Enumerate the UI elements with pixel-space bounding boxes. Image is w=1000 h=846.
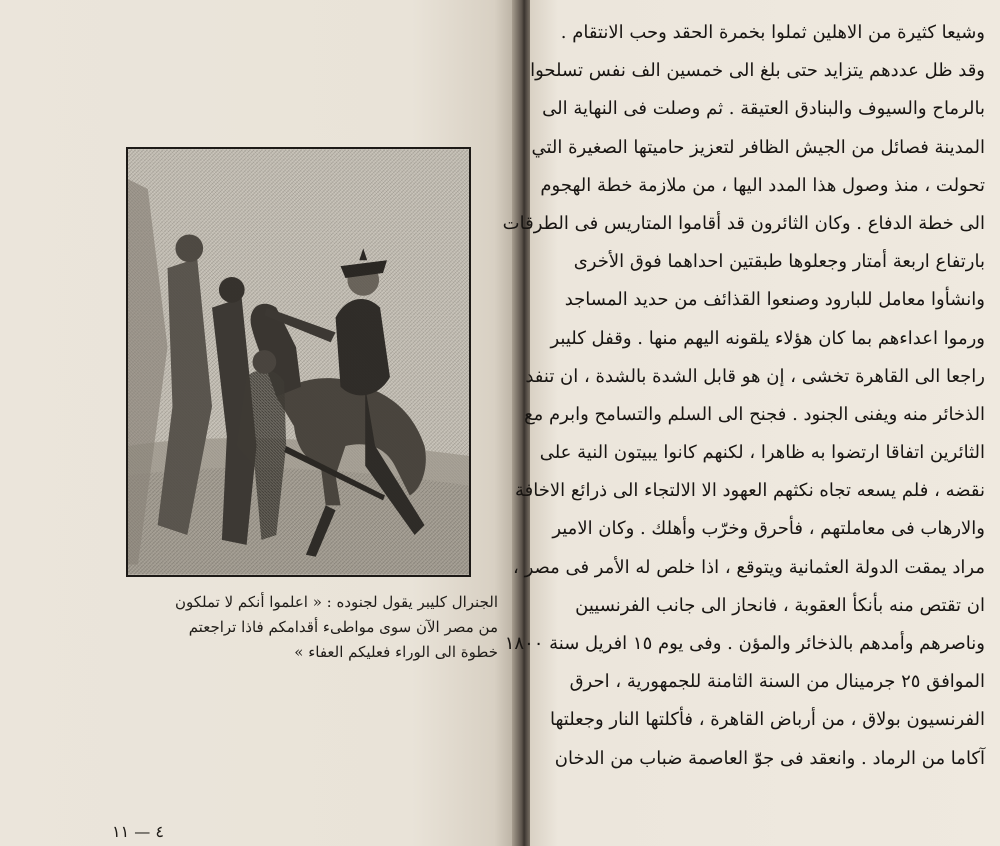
- text-line: والارهاب فى معاملتهم ، فأحرق وخرّب وأهلك . وكان الامير: [552, 518, 985, 540]
- text-line: الى خطة الدفاع . وكان الثائرون قد أقاموا المتاريس فى الطرقات: [502, 212, 985, 234]
- text-line: وناصرهم وأمدهم بالذخائر والمؤن . وفى يوم ١٥ افريل سنة ١٨٠٠: [504, 633, 985, 654]
- page-number: ٤ — ١١: [112, 822, 164, 841]
- illustration-caption: [118, 590, 498, 665]
- caption-line: الجنرال كليبر يقول لجنوده : « اعلموا أنكم لا تملكون: [174, 593, 498, 611]
- text-line: وانشأوا معامل للبارود وصنعوا القذائف من حديد المساجد: [564, 289, 985, 311]
- text-line: مراد يمقت الدولة العثمانية ويتوقع ، اذا خلص له الأمر فى مصر ،: [513, 556, 985, 578]
- text-line: راجعا الى القاهرة تخشى ، إن هو قابل الشدة بالشدة ، ان تنفد: [525, 365, 985, 387]
- general-on-horseback-engraving: [128, 149, 469, 575]
- caption-line: من مصر الآن سوى مواطىء أقدامكم فاذا تراجعتم: [188, 618, 498, 636]
- engraving-illustration: [126, 147, 471, 577]
- text-line: الفرنسيون بولاق ، من أرباض القاهرة ، فأكلتها النار وجعلتها: [549, 709, 985, 731]
- text-line: المدينة فصائل من الجيش الظافر لتعزيز حاميتها الصغيرة التي: [531, 136, 985, 158]
- text-line: بالرماح والسيوف والبنادق العتيقة . ثم وصلت فى النهاية الى: [542, 98, 985, 120]
- caption-line: خطوة الى الوراء فعليكم العفاء »: [294, 643, 498, 661]
- text-line: وشيعا كثيرة من الاهلين ثملوا بخمرة الحقد وحب الانتقام .: [560, 22, 985, 43]
- text-line: تحولت ، منذ وصول هذا المدد اليها ، من ملازمة خطة الهجوم: [540, 174, 985, 196]
- text-line: بارتفاع اربعة أمتار وجعلوها طبقتين احداهما فوق الأخرى: [573, 251, 985, 273]
- text-line: نقضه ، فلم يسعه تجاه نكثهم العهود الا الالتجاء الى ذرائع الاخافة: [515, 480, 985, 502]
- body-text: [502, 14, 985, 834]
- text-line: آكاما من الرماد . وانعقد فى جوّ العاصمة ضباب من الدخان: [554, 747, 985, 769]
- text-line: الموافق ٢٥ جرمينال من السنة الثامنة للجمهورية ، احرق: [569, 671, 985, 693]
- text-line: وقد ظل عددهم يتزايد حتى بلغ الى خمسين الف نفس تسلحوا: [530, 60, 985, 82]
- text-line: ان تقتص منه بأنكأ العقوبة ، فانحاز الى جانب الفرنسيين: [575, 594, 985, 616]
- text-line: الثائرين اتفاقا ارتضوا به ظاهرا ، لكنهم كانوا يبيتون النية على: [539, 442, 985, 464]
- text-line: ورموا اعداءهم بما كان هؤلاء يلقونه اليهم منها . وقفل كليبر: [550, 327, 985, 349]
- text-line: الذخائر منه ويفنى الجنود . فجنح الى السلم والتسامح وابرم مع: [524, 403, 985, 425]
